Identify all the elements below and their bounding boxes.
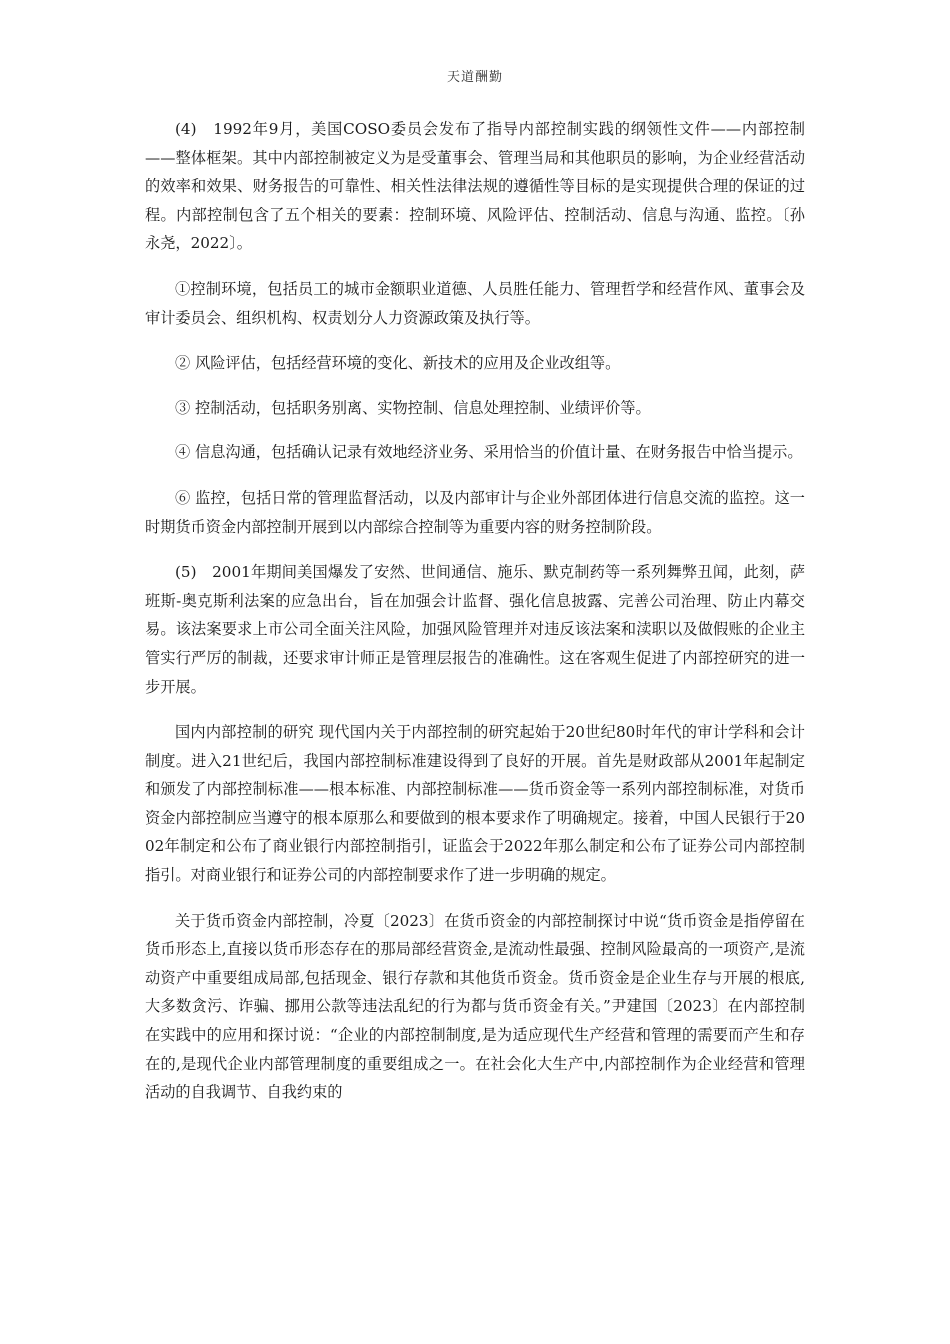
paragraph-coso-1992: (4) 1992年9月，美国COSO委员会发布了指导内部控制实践的纲领性文件——内部控制——整体框架。其中内部控制被定义为是受董事会、管理当局和其他职员的影响，为企业经营活动的效率和效果、财务报告的可靠性、相关性法律法规的遵循性等目标的是实现提供合理的保证的过程。内部控制包含了五个相关的要素：控制环境、风险评估、控制活动、信息与沟通、监控。〔孙永尧，2022〕。	[145, 120, 805, 253]
paragraph-domestic-research: 国内内部控制的研究 现代国内关于内部控制的研究起始于20世纪80时年代的审计学科和会计制度。进入21世纪后，我国内部控制标准建设得到了良好的开展。首先是财政部从2001年起制定和颁发了内部控制标准——根本标准、内部控制标准——货币资金等一系列内部控制标准，对货币资金内部控制应当遵守的根本原那么和要做到的根本要求作了明确规定。接着，中国人民银行于2002年制定和公布了商业银行内部控制指引，证监会于2022年那么制定和公布了证券公司内部控制指引。对商业银行和证券公司的内部控制要求作了进一步明确的规定。	[145, 723, 805, 885]
paragraph-control-environment: ①控制环境，包括员工的城市金额职业道德、人员胜任能力、管理哲学和经营作风、董事会及审计委员会、组织机构、权责划分人力资源政策及执行等。	[145, 279, 805, 327]
paragraph-risk-assessment: ② 风险评估，包括经营环境的变化、新技术的应用及企业改组等。	[175, 354, 621, 373]
paragraph-monitoring: ⑥ 监控，包括日常的管理监督活动，以及内部审计与企业外部团体进行信息交流的监控。这一时期货币资金内部控制开展到以内部综合控制等为重要内容的财务控制阶段。	[145, 488, 805, 536]
paragraph-information-communication: ④ 信息沟通，包括确认记录有效地经济业务、采用恰当的价值计量、在财务报告中恰当提示。	[175, 443, 803, 462]
paragraph-control-activities: ③ 控制活动，包括职务别离、实物控制、信息处理控制、业绩评价等。	[175, 398, 651, 417]
page-header: 天道酬勤	[446, 70, 503, 85]
document-body	[145, 115, 805, 1124]
paragraph-monetary-fund-control: 关于货币资金内部控制，冷夏〔2023〕在货币资金的内部控制探讨中说“货币资金是指停留在货币形态上,直接以货币形态存在的那局部经营资金,是流动性最强、控制风险最高的一项资产,是流动资产中重要组成局部,包括现金、银行存款和其他货币资金。货币资金是企业生存与开展的根底,大多数贪污、诈骗、挪用公款等违法乱纪的行为都与货币资金有关。”尹建国〔2023〕在内部控制在实践中的应用和探讨说：“企业的内部控制制度,是为适应现代生产经营和管理的需要而产生和存在的,是现代企业内部管理制度的重要组成之一。在社会化大生产中,内部控制作为企业经营和管理活动的自我调节、自我约束的	[145, 911, 805, 1102]
paragraph-sox-2001: (5) 2001年期间美国爆发了安然、世间通信、施乐、默克制药等一系列舞弊丑闻，此刻，萨班斯-奥克斯利法案的应急出台，旨在加强会计监督、强化信息披露、完善公司治理、防止内幕交易。该法案要求上市公司全面关注风险，加强风险管理并对违反该法案和渎职以及做假账的企业主管实行严厉的制裁，还要求审计师正是管理层报告的准确性。这在客观生促进了内部控研究的进一步开展。	[145, 563, 805, 696]
